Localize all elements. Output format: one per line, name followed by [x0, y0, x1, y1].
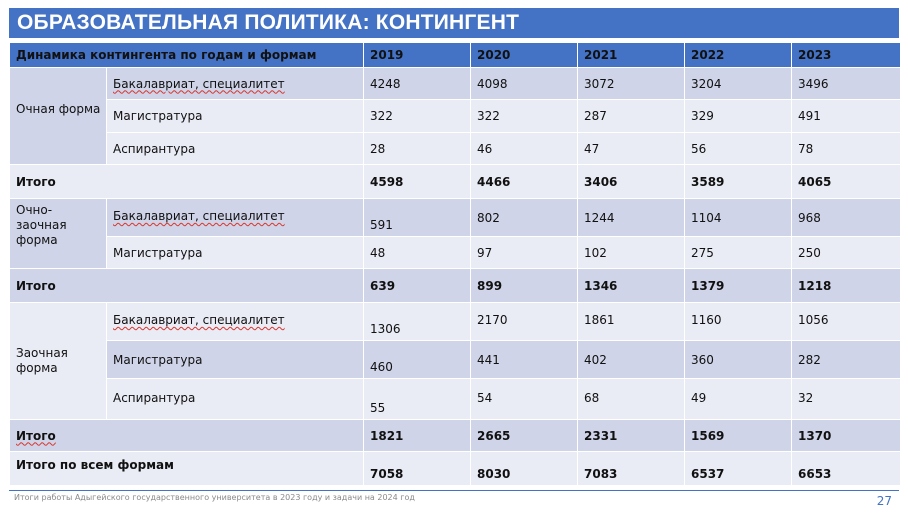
- cell: 4248: [364, 68, 471, 100]
- cell: 275: [685, 237, 792, 269]
- row-label-text: Бакалавриат, специалитет: [113, 76, 285, 91]
- cell: 322: [471, 100, 578, 133]
- table-row: [10, 199, 901, 237]
- total-row: [10, 269, 901, 303]
- cell: 1306: [364, 303, 471, 341]
- total-cell: 1218: [792, 269, 901, 303]
- cell: 802: [471, 199, 578, 237]
- cell: 54: [471, 379, 578, 420]
- page-number: 27: [876, 494, 892, 508]
- total-cell: 1346: [578, 269, 685, 303]
- cell: 1104: [685, 199, 792, 237]
- total-cell: 2665: [471, 420, 578, 452]
- cell: 48: [364, 237, 471, 269]
- cell: 491: [792, 100, 901, 133]
- cell: 2170: [471, 303, 578, 341]
- cell: 329: [685, 100, 792, 133]
- total-label: Итого: [10, 269, 364, 303]
- cell: 1160: [685, 303, 792, 341]
- header-year: 2021: [578, 43, 685, 68]
- total-cell: 3589: [685, 165, 792, 199]
- header-year: 2022: [685, 43, 792, 68]
- grand-total-cell: 6537: [685, 452, 792, 486]
- table-row: [10, 303, 901, 341]
- group-label: Заочная форма: [10, 303, 107, 420]
- cell: 97: [471, 237, 578, 269]
- row-label: [107, 199, 364, 237]
- cell: 28: [364, 133, 471, 165]
- row-label-text: Бакалавриат, специалитет: [113, 209, 285, 223]
- table-row: [10, 341, 901, 379]
- grand-total-row: [10, 452, 901, 486]
- grand-total-cell: 7083: [578, 452, 685, 486]
- cell: 441: [471, 341, 578, 379]
- cell: 49: [685, 379, 792, 420]
- total-cell: 1379: [685, 269, 792, 303]
- cell: 47: [578, 133, 685, 165]
- total-row: [10, 165, 901, 199]
- table-row: [10, 100, 901, 133]
- table-header-row: [10, 43, 901, 68]
- total-cell: 639: [364, 269, 471, 303]
- cell: 250: [792, 237, 901, 269]
- table-row: [10, 68, 901, 100]
- total-cell: 4466: [471, 165, 578, 199]
- total-row: [10, 420, 901, 452]
- cell: 282: [792, 341, 901, 379]
- row-label: [107, 68, 364, 100]
- cell: 591: [364, 199, 471, 237]
- cell: 968: [792, 199, 901, 237]
- total-label: Итого: [10, 165, 364, 199]
- total-label: [10, 420, 364, 452]
- table-row: [10, 237, 901, 269]
- total-label-text: Итого: [16, 428, 56, 443]
- cell: 460: [364, 341, 471, 379]
- cell: 3072: [578, 68, 685, 100]
- row-label-text: Бакалавриат, специалитет: [113, 313, 285, 327]
- table-row: [10, 133, 901, 165]
- header-year: 2019: [364, 43, 471, 68]
- grand-total-cell: 8030: [471, 452, 578, 486]
- row-label: Магистратура: [107, 100, 364, 133]
- total-cell: 4065: [792, 165, 901, 199]
- header-year: 2023: [792, 43, 901, 68]
- group-label: Очно-заочная форма: [10, 199, 107, 269]
- cell: 32: [792, 379, 901, 420]
- page-title: ОБРАЗОВАТЕЛЬНАЯ ПОЛИТИКА: КОНТИНГЕНТ: [9, 8, 899, 38]
- cell: 1244: [578, 199, 685, 237]
- grand-total-cell: 7058: [364, 452, 471, 486]
- row-label: Магистратура: [107, 341, 364, 379]
- total-cell: 2331: [578, 420, 685, 452]
- cell: 102: [578, 237, 685, 269]
- cell: 1056: [792, 303, 901, 341]
- row-label: Аспирантура: [107, 379, 364, 420]
- total-cell: 899: [471, 269, 578, 303]
- contingent-table: [9, 42, 901, 486]
- table-row: [10, 379, 901, 420]
- total-cell: 1821: [364, 420, 471, 452]
- row-label: Аспирантура: [107, 133, 364, 165]
- row-label: [107, 303, 364, 341]
- row-label: Магистратура: [107, 237, 364, 269]
- cell: 46: [471, 133, 578, 165]
- cell: 56: [685, 133, 792, 165]
- cell: 55: [364, 379, 471, 420]
- cell: 68: [578, 379, 685, 420]
- cell: 360: [685, 341, 792, 379]
- header-year: 2020: [471, 43, 578, 68]
- cell: 3204: [685, 68, 792, 100]
- total-cell: 1569: [685, 420, 792, 452]
- footer-divider: [9, 490, 899, 491]
- total-cell: 3406: [578, 165, 685, 199]
- cell: 4098: [471, 68, 578, 100]
- cell: 3496: [792, 68, 901, 100]
- cell: 402: [578, 341, 685, 379]
- header-caption: Динамика контингента по годам и формам: [10, 43, 364, 68]
- cell: 322: [364, 100, 471, 133]
- grand-total-label: Итого по всем формам: [10, 452, 364, 486]
- group-label: Очная форма: [10, 68, 107, 165]
- grand-total-cell: 6653: [792, 452, 901, 486]
- footer-text: Итоги работы Адыгейского государственного университета в 2023 году и задачи на 2024 год: [14, 493, 415, 502]
- cell: 287: [578, 100, 685, 133]
- cell: 1861: [578, 303, 685, 341]
- cell: 78: [792, 133, 901, 165]
- total-cell: 4598: [364, 165, 471, 199]
- total-cell: 1370: [792, 420, 901, 452]
